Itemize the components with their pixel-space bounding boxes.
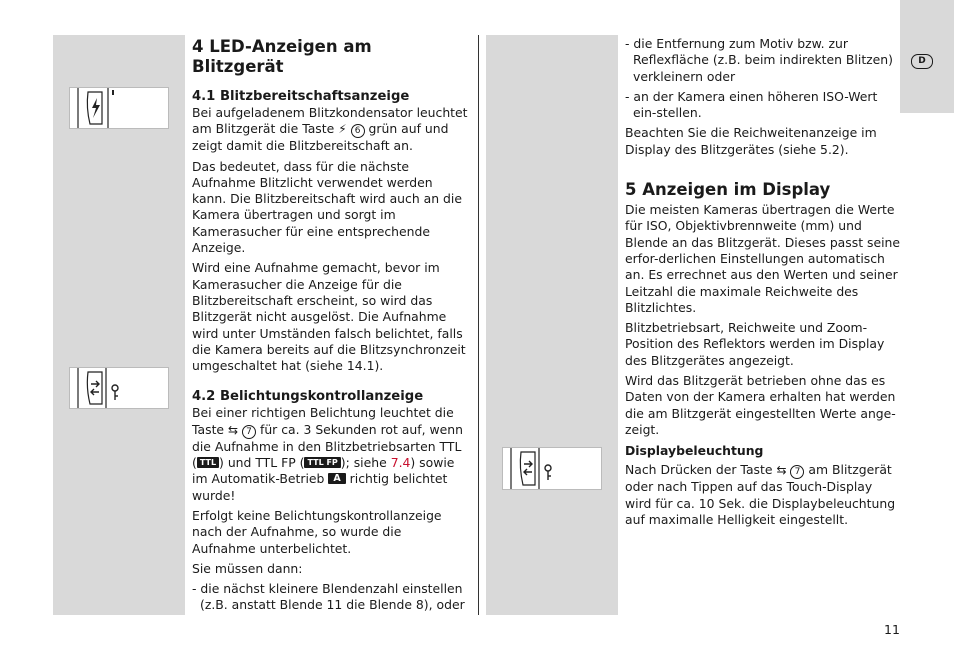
right-text-column xyxy=(625,36,900,532)
list-item-aperture: - die nächst kleinere Blendenzahl einstellen (z.B. anstatt Blende 11 die Blende 8), oder xyxy=(192,581,465,613)
paragraph-display-info: Blitzbetriebsart, Reichweite und Zoom-Position des Reflektors werden im Display des Blitzgerätes angezeigt. xyxy=(625,320,885,368)
paragraph-camera-transfer: Die meisten Kameras übertragen die Werte für ISO, Objektivbrennweite (mm) und Blende an das Blitzgerät. Dieses passt seine erfor-derlichen Einstellungen automatisch an. Es errechnet aus den Werten und seiner Leitzahl die maximale Reichweite des Blitzlichtes. xyxy=(625,202,900,315)
auto-mode-badge: A xyxy=(328,473,345,484)
paragraph-you-must: Sie müssen dann: xyxy=(192,560,303,576)
swap-arrows-icon: ⇆ xyxy=(228,422,239,437)
section-4-1-heading: 4.1 Blitzbereitschaftsanzeige xyxy=(192,89,410,104)
left-text-column xyxy=(192,37,468,618)
lightning-icon: ⚡︎ xyxy=(338,122,347,137)
column-divider xyxy=(478,35,479,615)
paragraph-underexposed: Erfolgt keine Belichtungskontrollanzeige nach der Aufnahme, so wurde die Aufnahme unterbelichtet. xyxy=(192,507,442,556)
paragraph-exposure-ok: Bei einer richtigen Belichtung leuchtet die Taste ⇆ 7 für ca. 3 Sekunden rot auf, wenn die Aufnahme in den Blitzbetriebsarten TTL ( TTL ) und TTL FP ( TTL FP ); siehe 7.4) sowie im Automatik-Betrieb A richtig belichtet wurde! xyxy=(192,405,463,503)
exposure-control-button-illustration xyxy=(69,367,169,409)
section-5-heading: 5 Anzeigen im Display xyxy=(625,180,831,200)
paragraph-no-camera-data: Wird das Blitzgerät betrieben ohne das es Daten von der Kamera erhalten hat werden die am Blitzgerät eingestellten Werte ange-zeigt. xyxy=(625,373,896,437)
flash-ready-button-illustration xyxy=(69,87,169,129)
paragraph-meaning: Das bedeutet, dass für die nächste Aufnahme Blitzlicht verwendet werden kann. Die Blitzbereitschaft wird auch an die Kamera übertragen und sorgt im Kamerasucher für eine entsprechende Anzeige. xyxy=(192,158,462,256)
cross-reference-link[interactable]: 7.4 xyxy=(390,455,411,471)
paragraph-range-display: Beachten Sie die Reichweitenanzeige im Display des Blitzgerätes (siehe 5.2). xyxy=(625,125,877,157)
section-4-2-heading: 4.2 Belichtungskontrollanzeige xyxy=(192,389,424,405)
flash-button-icon xyxy=(70,88,168,128)
ttl-mode-badge: TTL xyxy=(197,457,219,468)
ttl-fp-mode-badge: TTL FP xyxy=(304,457,340,468)
paragraph-flash-ready: Bei aufgeladenem Blitzkondensator leuchtet am Blitzgerät die Taste ⚡︎ 6 grün auf und zeigt damit die Blitzbereitschaft an. xyxy=(192,105,468,154)
display-backlight-heading: Displaybeleuchtung xyxy=(625,443,764,459)
section-4-heading: 4 LED-Anzeigen am Blitzgerät xyxy=(192,37,372,76)
display-light-button-illustration xyxy=(502,447,602,490)
swap-arrows-icon: ⇆ xyxy=(776,463,787,478)
language-badge: D xyxy=(911,54,933,69)
list-item-iso: - an der Kamera einen höheren ISO-Wert ein-stellen. xyxy=(625,88,878,121)
display-light-button-icon xyxy=(503,448,601,489)
paragraph-backlight: Nach Drücken der Taste ⇆ 7 am Blitzgerät oder nach Tippen auf das Touch-Display wird für ca. 10 Sek. die Displaybeleuchtung auf maximalle Helligkeit eingestellt. xyxy=(625,462,896,527)
callout-number: 7 xyxy=(242,425,256,439)
callout-number: 6 xyxy=(351,124,365,138)
page-number: 11 xyxy=(884,622,900,637)
paragraph-no-trigger: Wird eine Aufnahme gemacht, bevor im Kamerasucher die Anzeige für die Blitzbereitschaft erscheint, so wird das Blitzgerät nicht ausgelöst. Die Aufnahme wird unter Umständen falsch belichtet, falls die Kamera bereits auf die Blitzsynchronzeit umgeschaltet hat (siehe 14.1). xyxy=(192,260,466,374)
callout-number: 7 xyxy=(790,465,804,479)
exposure-button-icon xyxy=(70,368,168,408)
middle-margin-column xyxy=(486,35,618,615)
list-item-distance: - die Entfernung zum Motiv bzw. zur Reflexfläche (z.B. beim indirekten Blitzen) verkleinern oder xyxy=(625,36,893,84)
